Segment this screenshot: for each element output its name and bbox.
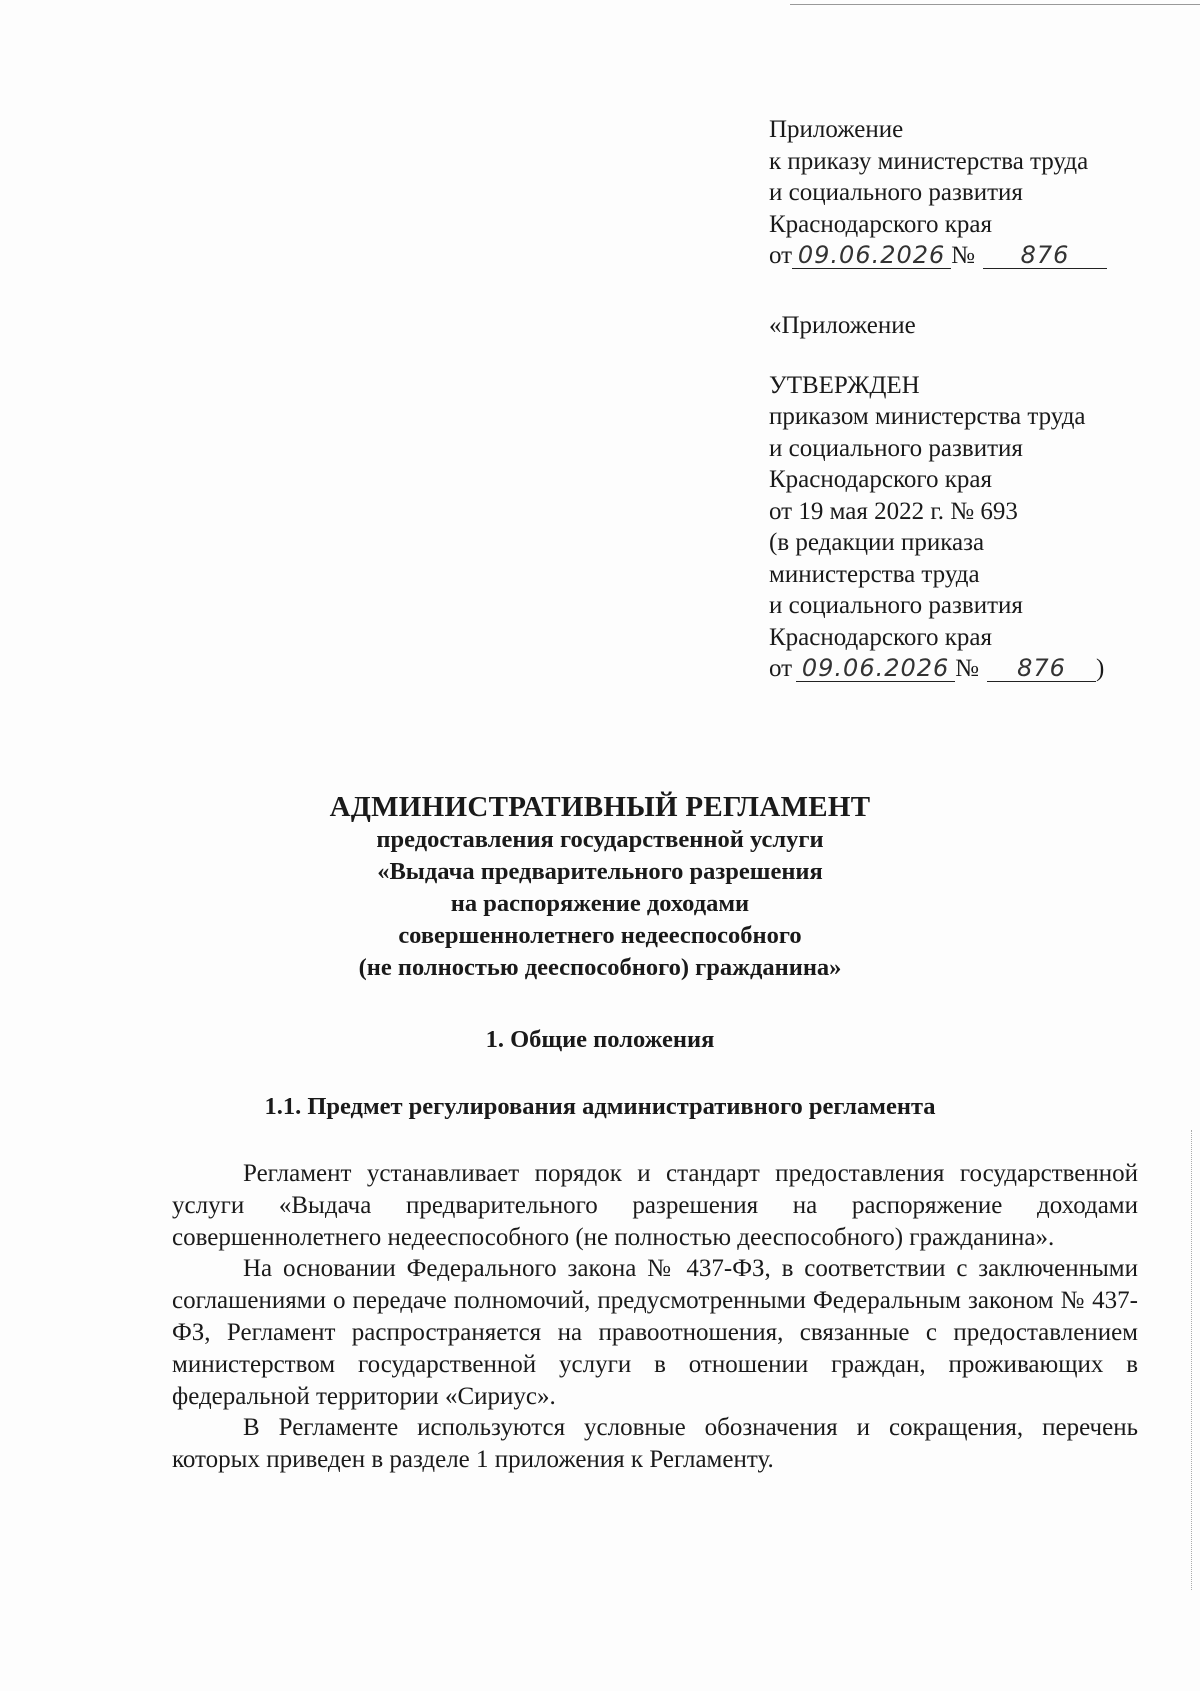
appendix-header-block <box>769 114 1107 272</box>
closing-paren: ) <box>1095 655 1105 682</box>
approval-line: министерства труда <box>769 560 980 588</box>
handwritten-number: 876 <box>987 655 1096 682</box>
paragraph: На основании Федерального закона № 437-ФЗ, в соответствии с заключенными соглашениями о передаче полномочий, предусмотренными Федеральным законом № 437-ФЗ, Регламент распространяется на правоотношения, связанные с предоставлением министерством государственной услуги в отношении граждан, проживающих в федеральной территории «Сириус». <box>172 1255 1138 1410</box>
number-sign: № <box>951 242 975 269</box>
approval-date-line <box>769 653 1104 685</box>
approval-line: (в редакции приказа <box>769 529 985 556</box>
approved-label: УТВЕРЖДЕН <box>769 371 920 399</box>
scan-edge-line <box>790 4 1200 5</box>
appendix-line: к приказу министерства труда <box>769 147 1089 175</box>
date-prefix: от <box>769 655 793 682</box>
document-subtitle-line: на распоряжение доходами <box>450 890 750 917</box>
paragraph: Регламент устанавливает порядок и стандарт предоставления государственной услуги «Выдача предварительного разрешения на распоряжение доходами совершеннолетнего недееспособного (не полностью дееспособного) гражданина». <box>172 1160 1138 1251</box>
section-heading: 1. Общие положения <box>485 1026 715 1053</box>
document-title: АДМИНИСТРАТИВНЫЙ РЕГЛАМЕНТ <box>329 791 871 823</box>
approval-line: и социального развития <box>769 592 1023 619</box>
subsection-heading: 1.1. Предмет регулирования административного регламента <box>264 1093 936 1120</box>
document-subtitle-line: «Выдача предварительного разрешения <box>377 858 823 885</box>
scan-edge-dotted <box>1191 1130 1192 1590</box>
number-sign: № <box>955 655 979 682</box>
approval-line: Краснодарского края <box>769 623 992 651</box>
appendix-line: Краснодарского края <box>769 210 992 238</box>
date-prefix: от <box>769 242 793 269</box>
paragraph: В Регламенте используются условные обозначения и сокращения, перечень которых приведен в разделе 1 приложения к Регламенту. <box>172 1414 1138 1474</box>
appendix-date-line <box>769 240 1107 272</box>
handwritten-date: 09.06.2026 <box>792 242 951 269</box>
appendix-quote-label: «Приложение <box>769 312 916 339</box>
approval-line: Краснодарского края <box>769 466 992 493</box>
document-subtitle-line: совершеннолетнего недееспособного <box>398 922 802 949</box>
document-title-block <box>0 790 1200 984</box>
handwritten-date: 09.06.2026 <box>796 655 955 682</box>
document-subtitle-line: предоставления государственной услуги <box>376 826 824 853</box>
document-subtitle-line: (не полностью дееспособного) гражданина» <box>358 954 842 981</box>
approval-block <box>769 310 1104 685</box>
handwritten-number: 876 <box>983 242 1107 269</box>
appendix-line: и социального развития <box>769 179 1023 206</box>
approval-line: и социального развития <box>769 434 1023 462</box>
appendix-label: Приложение <box>769 116 904 143</box>
approval-line: приказом министерства труда <box>769 403 1086 430</box>
approval-line: от 19 мая 2022 г. № 693 <box>769 497 1018 525</box>
body-text <box>172 1158 1138 1476</box>
